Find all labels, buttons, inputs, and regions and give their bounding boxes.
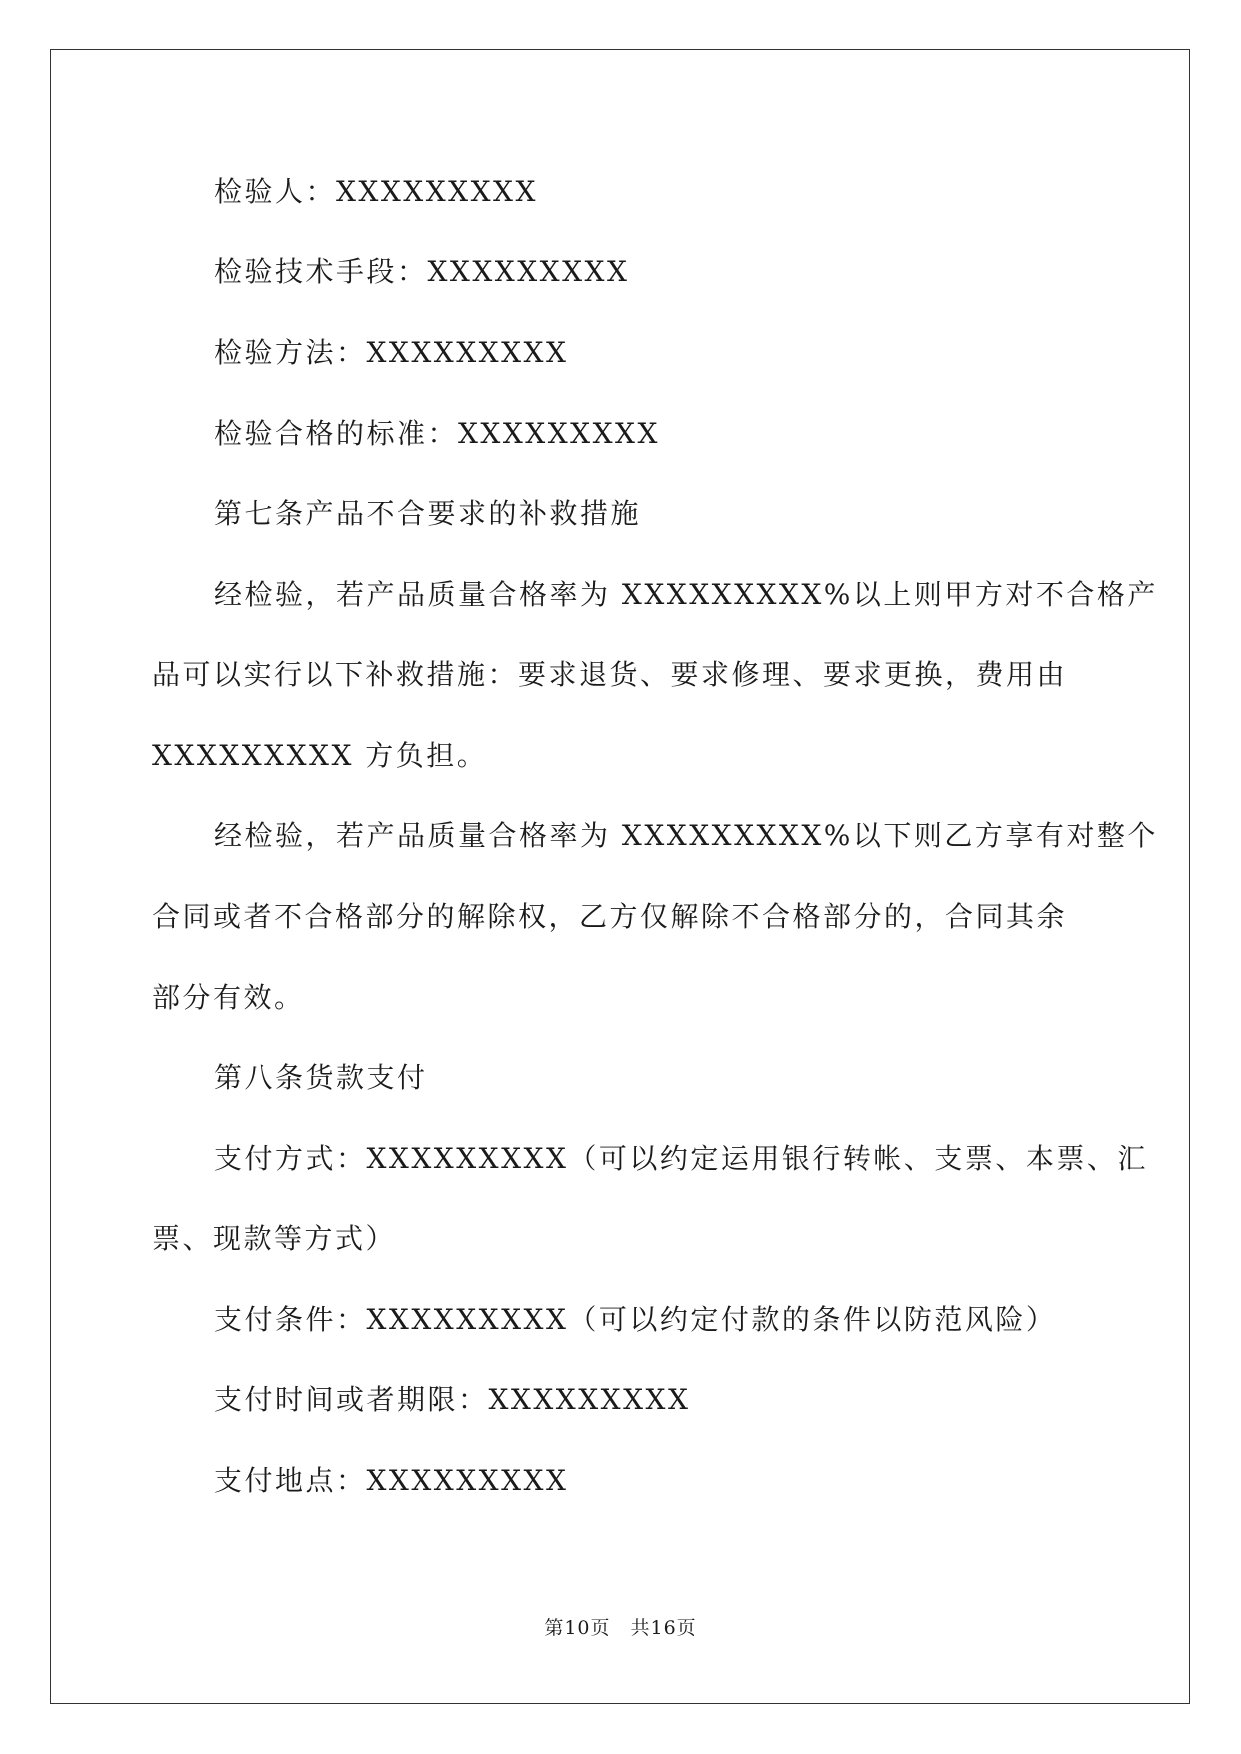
paragraph-line: 经检验，若产品质量合格率为 XXXXXXXXX%以下则乙方享有对整个 <box>214 819 1158 852</box>
inspection-technique-line: 检验技术手段：XXXXXXXXX <box>214 255 630 288</box>
inspector-line: 检验人：XXXXXXXXX <box>214 175 538 208</box>
payment-method-line: 支付方式：XXXXXXXXX（可以约定运用银行转帐、支票、本票、汇 <box>214 1142 1148 1175</box>
payment-location-line: 支付地点：XXXXXXXXX <box>214 1464 569 1497</box>
page-number-footer: 第10页 共16页 <box>544 1617 697 1639</box>
paragraph-line: XXXXXXXXX 方负担。 <box>152 739 488 772</box>
inspection-method-line: 检验方法：XXXXXXXXX <box>214 336 569 369</box>
inspection-standard-line: 检验合格的标准：XXXXXXXXX <box>214 417 660 450</box>
paragraph-line: 部分有效。 <box>152 981 305 1014</box>
page-border <box>50 49 1190 1704</box>
article-eight-heading: 第八条货款支付 <box>214 1061 428 1094</box>
payment-method-line: 票、现款等方式） <box>152 1222 397 1255</box>
paragraph-line: 品可以实行以下补救措施：要求退货、要求修理、要求更换，费用由 <box>152 658 1068 691</box>
paragraph-line: 合同或者不合格部分的解除权，乙方仅解除不合格部分的，合同其余 <box>152 900 1068 933</box>
payment-time-line: 支付时间或者期限：XXXXXXXXX <box>214 1383 691 1416</box>
payment-condition-line: 支付条件：XXXXXXXXX（可以约定付款的条件以防范风险） <box>214 1303 1057 1336</box>
paragraph-line: 经检验，若产品质量合格率为 XXXXXXXXX%以上则甲方对不合格产 <box>214 578 1158 611</box>
article-seven-heading: 第七条产品不合要求的补救措施 <box>214 497 642 530</box>
